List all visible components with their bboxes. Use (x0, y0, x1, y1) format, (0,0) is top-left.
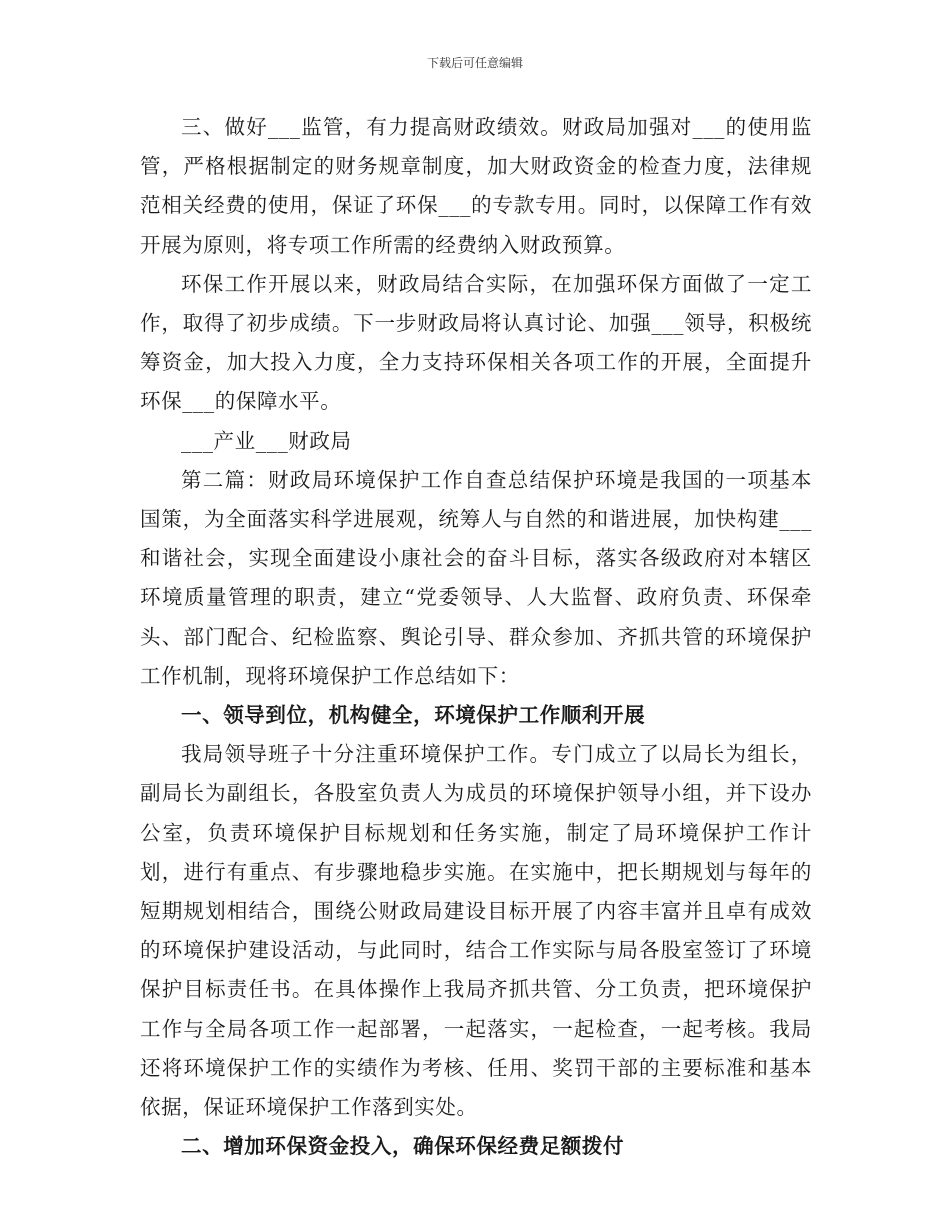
paragraph-leadership: 我局领导班子十分注重环境保护工作。专门成立了以局长为组长，副局长为副组长，各股室负责人为成员的环境保护领导小组，并下设办公室，负责环境保护目标规划和任务实施，制定了局环境保护工作计划，进行有重点、有步骤地稳步实施。在实施中，把长期规划与每年的短期规划相结合，围绕公财政局建设目标开展了内容丰富并且卓有成效的环境保护建设活动，与此同时，结合工作实际与局各股室签订了环境保护目标责任书。在具体操作上我局齐抓共管、分工负责，把环境保护工作与全局各项工作一起部署，一起落实，一起检查，一起考核。我局还将环境保护工作的实绩作为考核、任用、奖罚干部的主要标准和基本依据，保证环境保护工作落到实处。 (140, 742, 812, 1120)
paragraph-supervision: 三、做好___监管，有力提高财政绩效。财政局加强对___的使用监管，严格根据制定的财务规章制度，加大财政资金的检查力度，法律规范相关经费的使用，保证了环保___的专款专用。同时，以保障工作有效开展为原则，将专项工作所需的经费纳入财政预算。 (140, 115, 812, 257)
paragraph-signature: ___产业___财政局 (181, 428, 352, 453)
paragraph-part-two-intro: 第二篇：财政局环境保护工作自查总结保护环境是我国的一项基本国策，为全面落实科学进展观，统筹人与自然的和谐进展，加快构建___和谐社会，实现全面建设小康社会的奋斗目标，落实各级政府对本辖区环境质量管理的职责，建立“党委领导、人大监督、政府负责、环保牵头、部门配合、纪检监察、舆论引导、群众参加、齐抓共管的环境保护工作机制，现将环境保护工作总结如下： (140, 467, 812, 688)
document-body (140, 108, 812, 1166)
section-heading-1: 一、领导到位，机构健全，环境保护工作顺利开展 (181, 703, 646, 728)
section-heading-2: 二、增加环保资金投入，确保环保经费足额拨付 (181, 1134, 625, 1159)
page-header: 下载后可任意编辑 (426, 56, 523, 70)
paragraph-summary: 环保工作开展以来，财政局结合实际，在加强环保方面做了一定工作，取得了初步成绩。下一步财政局将认真讨论、加强___领导，积极统筹资金，加大投入力度，全力支持环保相关各项工作的开展，全面提升环保___的保障水平。 (140, 271, 812, 414)
